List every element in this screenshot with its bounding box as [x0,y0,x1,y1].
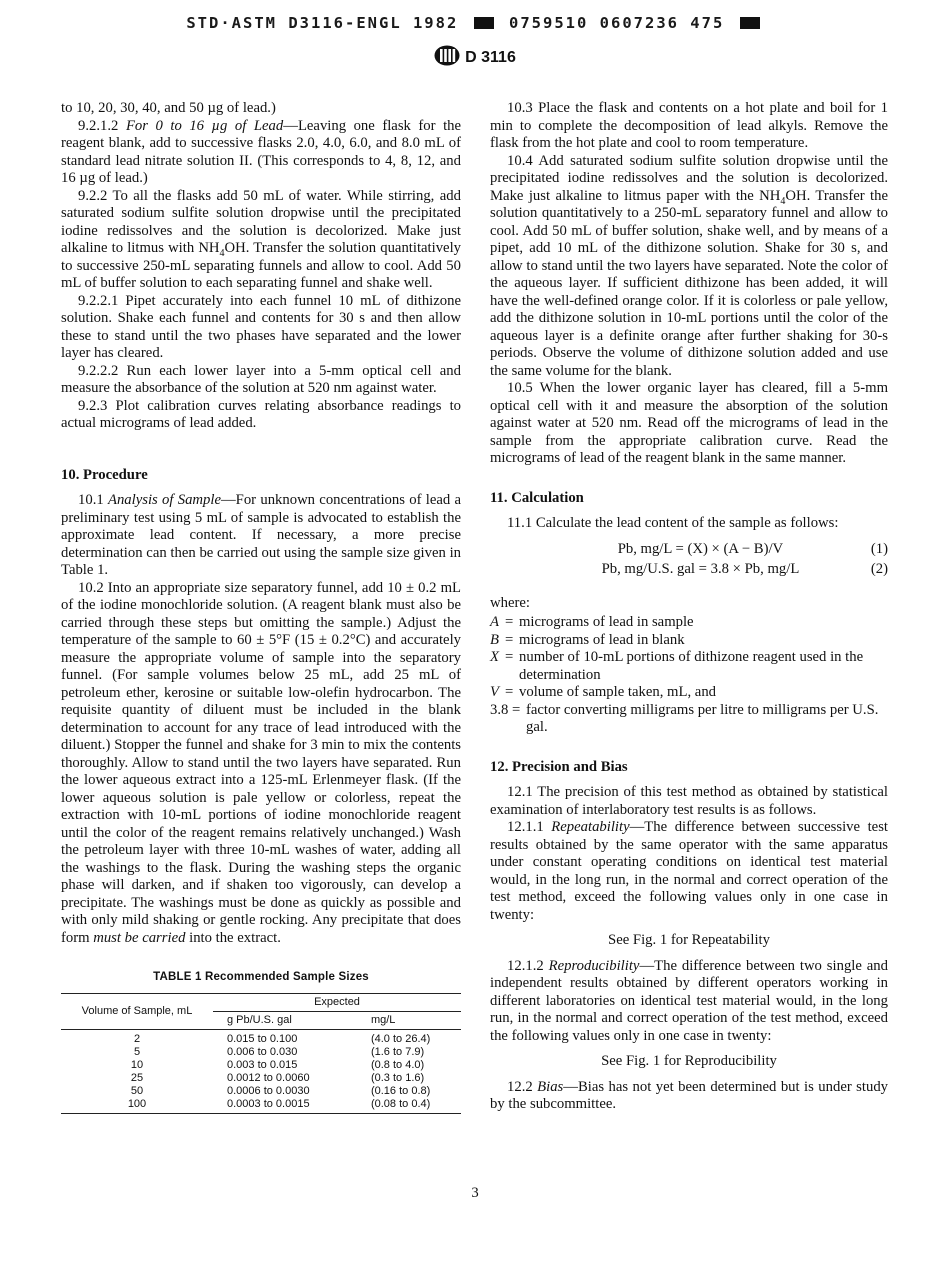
table-cell: (0.16 to 0.8) [370,1084,431,1097]
paragraph: 12.2 Bias—Bias has not yet been determined but is under study by the subcommittee. [490,1078,889,1112]
table-cell: (0.8 to 4.0) [370,1058,425,1071]
figure-reference: See Fig. 1 for Repeatability [608,932,770,948]
definition: A = micrograms of lead in sample [490,614,694,630]
paragraph: 9.2.2.2 Run each lower layer into a 5-mm optical cell and measure the absorbance of the solution at 520 nm against water. [61,362,461,396]
definition: 3.8 = factor converting milligrams per litre to milligrams per U.S. gal. [490,701,879,735]
table-cell: 50 [130,1084,144,1097]
table-cell: 0.003 to 0.015 [227,1058,298,1071]
paragraph: 9.2.2.1 Pipet accurately into each funnel 10 mL of dithizone solution. Shake each funnel and contents for 30 s and then allow these to stand until the two phases have separated and the lower layer has cleared. [61,292,461,361]
table-row [61,1059,461,1072]
paragraph: 11.1 Calculate the lead content of the sample as follows: [507,515,839,531]
black-block-mark [740,17,760,29]
table-cell: 2 [133,1032,141,1045]
table-cell: 0.0003 to 0.0015 [227,1097,310,1110]
table-cell: 0.0006 to 0.0030 [227,1084,310,1097]
table-caption: TABLE 1 Recommended Sample Sizes [153,971,369,983]
designation: D 3116 [465,49,516,66]
table-body [61,1029,461,1113]
table-header: mg/L [343,1011,461,1029]
equation-1: Pb, mg/L = (X) × (A − B)/V (1) [617,540,888,557]
running-header-left-code: STD·ASTM D3116-ENGL 1982 [186,14,459,32]
page-number: 3 [471,1185,479,1201]
paragraph: 10.3 Place the flask and contents on a hot plate and boil for 1 min to complete the decomposition of lead alkyls. Remove the flask from the hot plate and cool to room temperature. [490,100,888,151]
definition: V = volume of sample taken, mL, and [490,684,717,700]
paragraph: 12.1.2 Reproducibility—The difference between two single and independent results obtained by different operators working in different laboratories on identical test material would, in the long run, in the normal and correct operation of the test method, exceed the following values only in one case in twenty: [490,957,888,1044]
table-header: Expected [213,993,461,1011]
table-cell: 25 [130,1071,144,1084]
black-block-mark [474,17,494,29]
running-header [0,14,950,32]
left-column [61,100,461,1114]
section-heading: 11. Calculation [490,489,584,506]
right-column [490,100,888,1114]
table-header: Volume of Sample, mL [61,993,213,1029]
figure-reference: See Fig. 1 for Reproducibility [601,1053,777,1069]
table-cell: (0.3 to 1.6) [370,1071,425,1084]
table-row [61,1029,461,1046]
paragraph: 10.1 Analysis of Sample—For unknown concentrations of lead a preliminary test using 5 mL of sample is advocated to establish the approximate lead content. If necessary, a more precise determination can then be carried out using the sample size given in Table 1. [61,492,462,578]
variable-definitions [490,614,888,737]
paragraph: 10.2 Into an appropriate size separatory funnel, add 10 ± 0.2 mL of the iodine monochloride solution. (A reagent blank must also be carried through these steps but omitting the sample.) Adjust the temperature of the sample to 60 ± 5°F (15 ± 0.2°C) and accurately measure the appropriate volume of sample into the separatory funnel. (For sample volumes below 25 mL, add 25 mL of petroleum ether, kerosine or suitable low-olefin hydrocarbon. The requisite quantity of diluent must be included in the blank determination to account for any trace of lead introduced with the diluent.) Stopper the funnel and shake for 3 min to mix the contents thoroughly. Allow to stand until the two layers have separated. Run the lower aqueous extract into a 125-mL Erlenmeyer flask. (If the lower aqueous solution is pale yellow or colorless, repeat the extraction with 10-mL portions of iodine monochloride reagent until the color of the reagent remains relatively unchanged.) Wash the petroleum layer with three 10-mL washes of water, adding all the washings to the flask. During the washing steps the organic phase will darken, and if shaken too vigorously, can develop a precipitate. The washings must be done as quickly as possible and with only mild shaking or gentle rocking. Any precipitate that does form must be carried into the extract. [61,579,461,946]
table-cell: 10 [130,1058,144,1071]
paragraph: 9.2.1.2 For 0 to 16 µg of Lead—Leaving one flask for the reagent blank, add to successive flasks 2.0, 4.0, 6.0, and 8.0 mL of standard lead nitrate solution II. (This corresponds to 4, 8, 12, and 16 µg of lead.) [61,117,462,186]
astm-logo-icon [434,45,460,66]
table-cell: (1.6 to 7.9) [370,1045,425,1058]
paragraph: 10.5 When the lower organic layer has cleared, fill a 5-mm optical cell with it and measure the absorption of the solution against water at 520 nm. Read off the micrograms of lead in the sample from the appropriate calibration curve. Read the micrograms of lead of the reagent blank in the same manner. [490,380,888,466]
designation-header [0,45,950,67]
equation-2: Pb, mg/U.S. gal = 3.8 × Pb, mg/L (2) [601,561,888,577]
table-cell: 100 [127,1097,147,1110]
table-cell: 0.006 to 0.030 [227,1045,298,1058]
table-row [61,1098,461,1114]
paragraph: 12.1 The precision of this test method as obtained by statistical examination of interlaboratory test results is as follows. [490,784,888,818]
section-heading: 12. Precision and Bias [490,758,628,775]
paragraph: 9.2.2 To all the flasks add 50 mL of water. While stirring, add saturated sodium sulfite solution dropwise until the precipitated iodine redissolves and the solution is decolorized. Make just alkaline to litmus with $NH_4OH$. Transfer the solution quantitatively to successive 250-mL separating funnels and allow to cool. Add 50 mL of buffer solution to each separating funnel and shake well. [61,187,461,291]
table-cell: (4.0 to 26.4) [370,1032,431,1045]
paragraph: to 10, 20, 30, 40, and 50 µg of lead.) [61,100,276,116]
table-cell: (0.08 to 0.4) [370,1097,431,1110]
running-header-right-code: 0759510 0607236 475 [509,14,725,32]
table-row [61,1085,461,1098]
section-heading: 10. Procedure [61,466,148,483]
paragraph: 10.4 Add saturated sodium sulfite solution dropwise until the precipitated iodine redissolves and the solution is decolorized. Make just alkaline to litmus paper with the $NH_4OH$. Transfer the solution quantitatively to a 250-mL separatory funnel and allow to cool. Add 50 mL of buffer solution, shake well, and by means of a pipet, add 10 mL of the dithizone solution. Shake for 30 s, and allow to stand until the two layers have separated. Note the color of the aqueous layer. If sufficient dithizone has been added, it will have the well-defined orange color. If it is colorless or pale yellow, add the dithizone solution in 10-mL portions until the color of the aqueous layer is a definite orange after further shaking for 30-s periods. Observe the volume of dithizone solution added and use the same volume for the blank. [490,152,888,379]
where-label: where: [490,594,530,611]
paragraph: 12.1.1 Repeatability—The difference between successive test results obtained by the same operator with the same apparatus under constant operating conditions on identical test material would, in the long run, in the normal and correct operation of the test method, exceed the following values only in one case in twenty: [490,819,889,923]
table-row [61,1072,461,1085]
paragraph: 9.2.3 Plot calibration curves relating absorbance readings to actual micrograms of lead added. [61,397,461,431]
table-row [61,1046,461,1059]
table-cell: 5 [133,1045,141,1058]
table-cell: 0.0012 to 0.0060 [227,1071,310,1084]
definition: X = number of 10-mL portions of dithizone reagent used in the determination [490,649,864,683]
table-header: g Pb/U.S. gal [213,1011,343,1029]
table-cell: 0.015 to 0.100 [227,1032,298,1045]
sample-size-table [61,993,461,1114]
definition: B = micrograms of lead in blank [490,631,685,648]
